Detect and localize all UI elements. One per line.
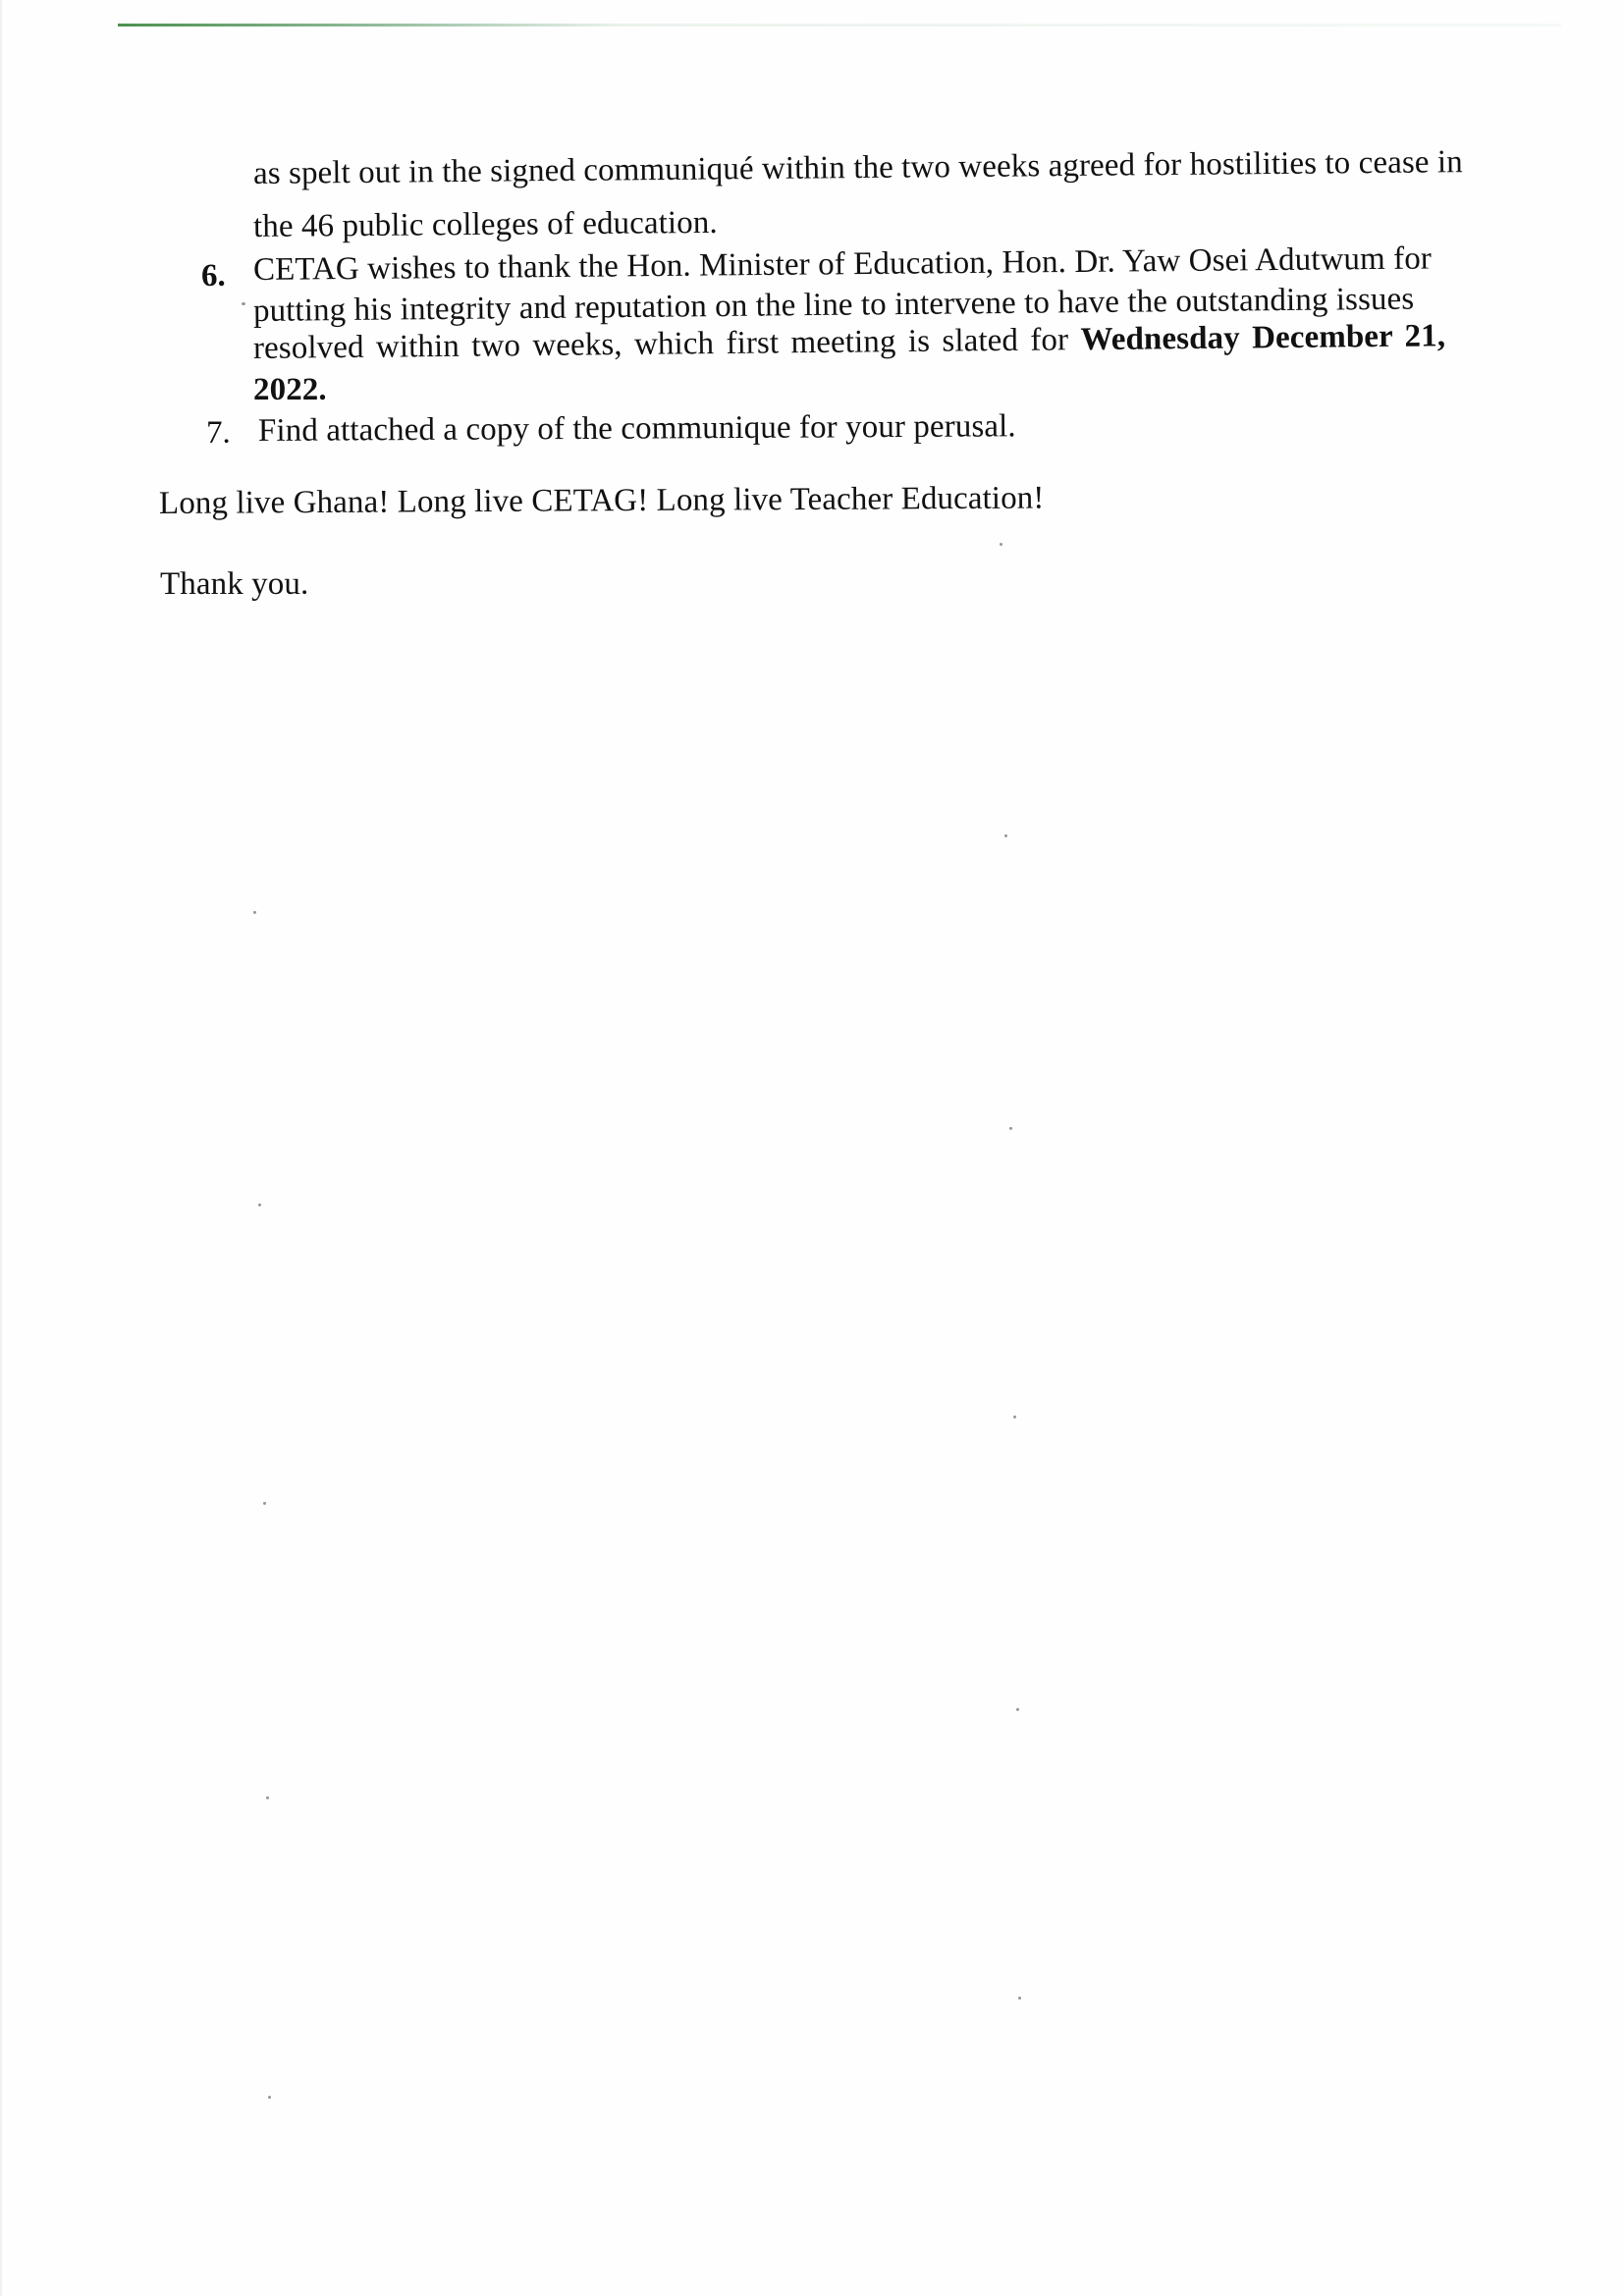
item-6-number: 6. xyxy=(201,258,226,294)
item-6-line-1: CETAG wishes to thank the Hon. Minister of Education, Hon. Dr. Yaw Osei Adutwum for xyxy=(252,240,1433,288)
page-edge xyxy=(0,0,2,2296)
scan-speck xyxy=(1018,1997,1021,2000)
header-rule xyxy=(118,24,1561,27)
scan-speck xyxy=(258,1203,261,1206)
thank-you: Thank you. xyxy=(160,566,309,602)
item-6-line-3-plain: resolved within two weeks, which first meeting is slated for xyxy=(252,322,1069,366)
continuation-line-1: as spelt out in the signed communiqué within the two weeks agreed for hostilities to cease in xyxy=(252,144,1463,191)
closing-slogan: Long live Ghana! Long live CETAG! Long live Teacher Education! xyxy=(158,480,1045,521)
scan-speck xyxy=(1013,1415,1016,1418)
scan-speck xyxy=(1016,1708,1019,1711)
scan-speck xyxy=(1004,834,1007,837)
scan-speck xyxy=(266,1796,269,1799)
item-7-number: 7. xyxy=(206,415,231,451)
scan-speck xyxy=(1000,543,1002,546)
item-6-date: Wednesday December 21, xyxy=(1080,318,1446,358)
item-6-year: 2022. xyxy=(253,372,327,407)
continuation-line-2: the 46 public colleges of education. xyxy=(252,204,718,244)
item-6-line-2: putting his integrity and reputation on the line to intervene to have the outstanding issues xyxy=(252,281,1415,329)
item-7-text: Find attached a copy of the communique for your perusal. xyxy=(257,408,1016,449)
scan-speck xyxy=(1009,1127,1012,1130)
scan-speck xyxy=(253,911,256,914)
scan-speck xyxy=(268,2096,271,2099)
scan-speck xyxy=(263,1502,266,1505)
scan-speck xyxy=(242,302,245,305)
